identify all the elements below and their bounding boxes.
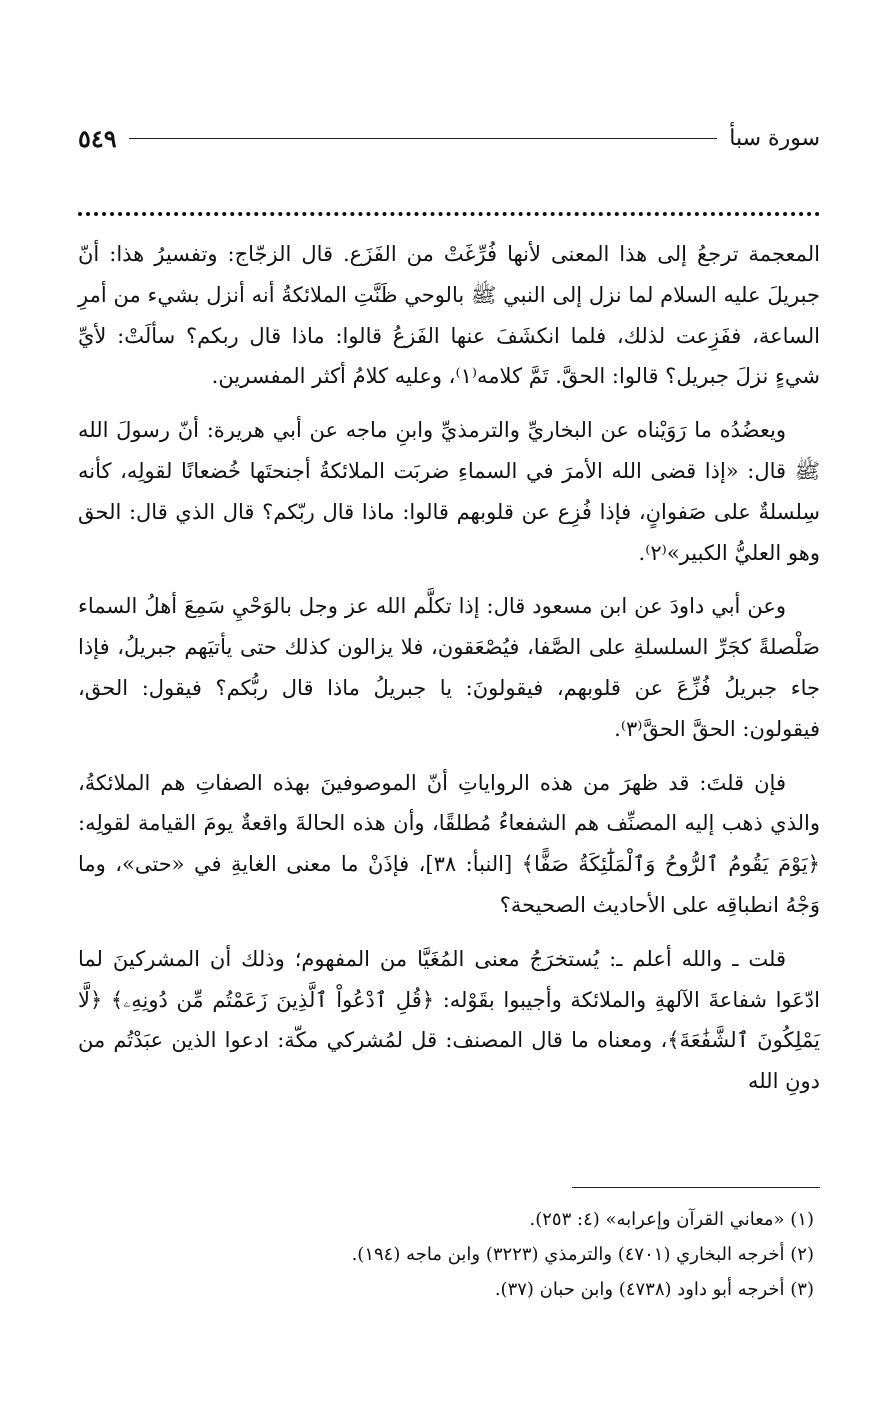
footnote: (٣) أخرجه أبو داود (٤٧٣٨) وابن حبان (٣٧). (494, 1279, 814, 1300)
header-rule (129, 138, 718, 139)
main-text (78, 234, 820, 1102)
page-header (78, 118, 820, 158)
footnotes (78, 1202, 820, 1307)
paragraph: قلت ـ والله أعلم ـ: يُستخرَجُ معنى المُغَيَّا من المفهوم؛ وذلك أن المشركينَ لما ادّعَوا شفاعةَ الآلهةِ والملائكة وأجيبوا بقَوْله: ﴿قُلِ ٱدْعُواْ ٱلَّذِينَ زَعَمْتُم مِّن دُونِهِۦ﴾ ﴿لَّا يَمْلِكُونَ ٱلشَّفَٰعَةَ﴾، ومعناه ما قال المصنف: قل لمُشركي مكّة: ادعوا الذين عبَدْتُم من دونِ الله (78, 946, 820, 1094)
footnote: (١) «معاني القرآن وإعرابه» (٤: ٢٥٣). (529, 1209, 814, 1230)
footnote-rule (572, 1187, 820, 1188)
paragraph: فإن قلتَ: قد ظهرَ من هذه الرواياتِ أنّ الموصوفينَ بهذه الصفاتِ هم الملائكةُ، والذي ذهب إليه المصنِّف هم الشفعاءُ مُطلقًا، وأن هذه الحالةَ واقعةٌ يومَ القيامة لقولِه: ﴿يَوْمَ يَقُومُ ٱلرُّوحُ وَٱلْمَلَٰٓئِكَةُ صَفًّا﴾ [النبأ: ٣٨]، فإذَنْ ما معنى الغايةِ في «حتى»، وما وَجْهُ انطباقِه على الأحاديث الصحيحة؟ (78, 770, 820, 917)
paragraph: ويعضُدُه ما رَوَيْناه عن البخاريِّ والترمذيِّ وابنِ ماجه عن أبي هريرة: أنّ رسولَ الله ﷺ قال: «إذا قضى الله الأمرَ في السماءِ ضربَت الملائكةُ أجنحتَها خُضعانًا لقولِه، كأنه سِلسلةٌ على صَفوانٍ، فإذا فُزِع عن قلوبهم قالوا: ماذا قال ربّكم؟ قال الذي قال: الحق وهو العليُّ الكبير»⁽٢⁾. (78, 418, 820, 565)
paragraph: وعن أبي داودَ عن ابن مسعود قال: إذا تكلَّم الله عز وجل بالوَحْيِ سَمِعَ أهلُ السماء صَلْصلةً كجَرِّ السلسلةِ على الصَّفا، فيُصْعَقون، فلا يزالون كذلك حتى يأتيَهم جبريلُ، فإذا جاء جبريلُ فُزِّعَ عن قلوبهم، فيقولونَ: يا جبريلُ ماذا قال ربُّكم؟ فيقول: الحق، فيقولون: الحقَّ الحقَّ⁽٣⁾. (78, 594, 820, 741)
surah-title: سورة سبأ (729, 125, 820, 151)
dotted-separator (78, 190, 820, 216)
paragraph: المعجمة ترجعُ إلى هذا المعنى لأنها فُرِّغَتْ من الفَزَع. قال الزجّاج: وتفسيرُ هذا: أنّ جبريلَ عليه السلام لما نزل إلى النبي ﷺ بالوحي ظَنَّتِ الملائكةُ أنه أنزل بشيء من أمرِ الساعة، ففَزِعت لذلك، فلما انكشَفَ عنها الفَزعُ قالوا: ماذا قال ربكم؟ سألَتْ: لأيِّ شيءٍ نزلَ جبريل؟ قالوا: الحقَّ. تَمَّ كلامه⁽١⁾، وعليه كلامُ أكثر المفسرين. (78, 242, 820, 389)
page-number: ٥٤٩ (78, 123, 117, 153)
footnote: (٢) أخرجه البخاري (٤٧٠١) والترمذي (٣٢٢٣) وابن ماجه (١٩٤). (351, 1244, 814, 1265)
